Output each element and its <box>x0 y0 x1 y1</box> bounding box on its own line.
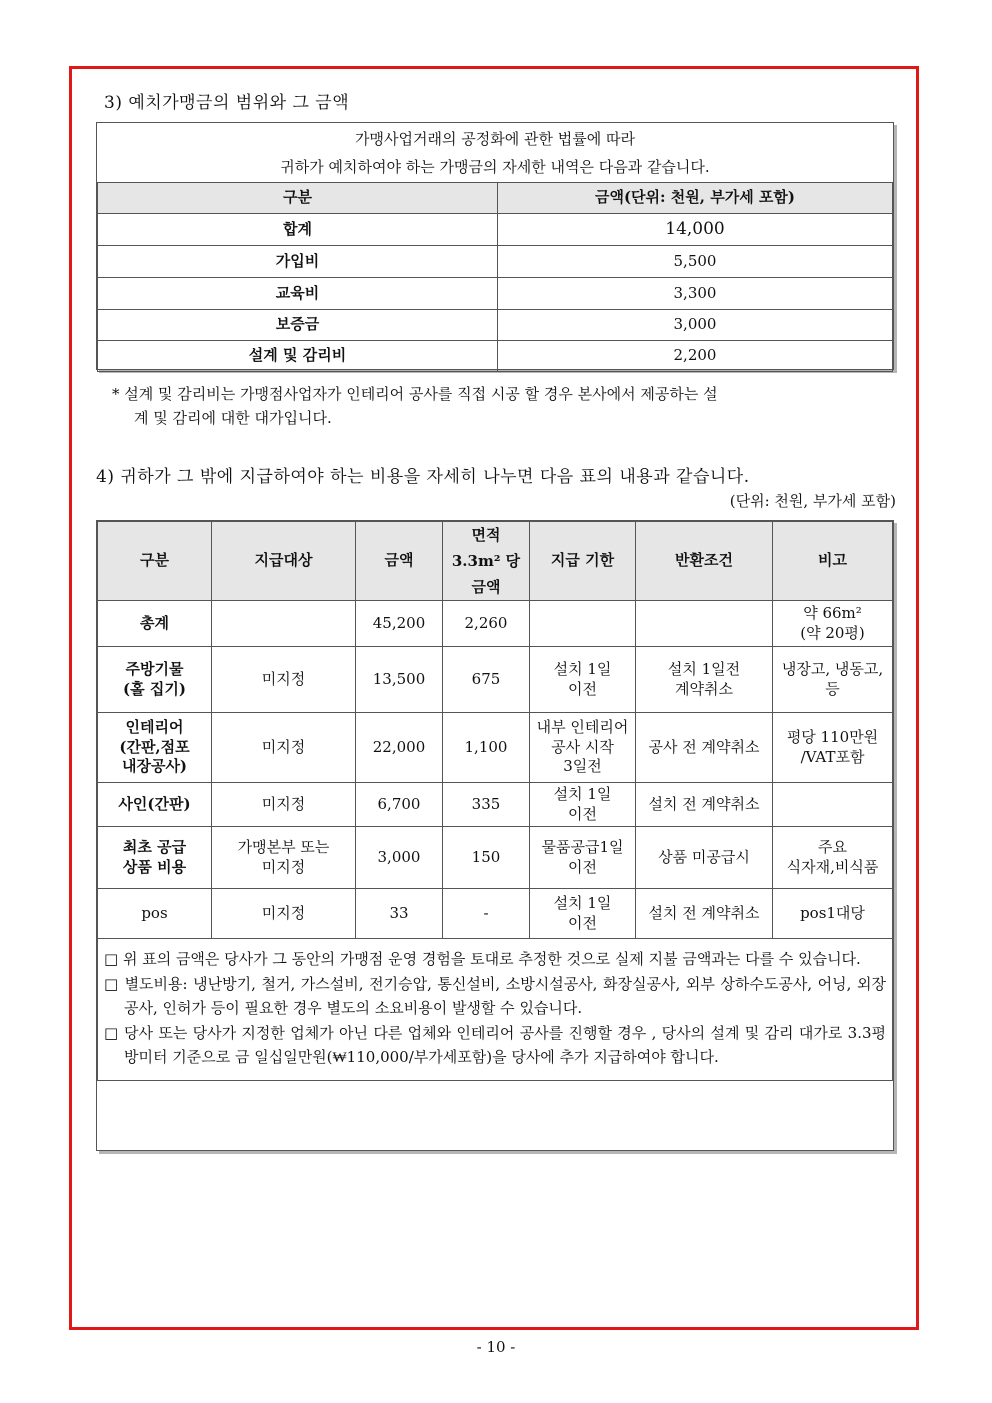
deposit-footnote-line1: * 설계 및 감리비는 가맹점사업자가 인테리어 공사를 직접 시공 할 경우 본사에서 제공하는 설 <box>112 385 718 403</box>
deposit-row-label: 교육비 <box>98 278 498 310</box>
row-per-area: 335 <box>443 783 530 827</box>
row-deadline <box>530 889 636 939</box>
row-remarks <box>773 827 893 889</box>
notes-cell <box>98 939 893 1081</box>
section-4-unit: (단위: 천원, 부가세 포함) <box>729 492 896 510</box>
row-deadline <box>530 647 636 713</box>
row-category <box>98 827 212 889</box>
row-refund-line2: 계약취소 <box>675 679 733 698</box>
table-row <box>98 647 893 713</box>
row-category: 총계 <box>98 601 212 647</box>
row-amount: 33 <box>356 889 443 939</box>
deposit-intro-line2: 귀하가 예치하여야 하는 가맹금의 자세한 내역은 다음과 같습니다. <box>280 158 710 176</box>
row-payee <box>212 601 356 647</box>
deposit-intro-line1: 가맹사업거래의 공정화에 관한 법률에 따라 <box>355 130 635 148</box>
row-payee <box>212 827 356 889</box>
row-category-line3: 내장공사) <box>121 757 188 776</box>
row-deadline-line2: 이전 <box>568 679 597 698</box>
deposit-table <box>97 182 893 372</box>
row-deadline-line2: 이전 <box>568 913 597 932</box>
table-row <box>98 889 893 939</box>
table-row <box>98 246 893 278</box>
row-category-line1: 주방기물 <box>125 660 184 678</box>
row-payee-line2: 미지정 <box>261 857 306 876</box>
row-deadline <box>530 601 636 647</box>
row-remarks-line1: 약 66m² <box>803 604 862 622</box>
row-category-line2: (간판,점포 <box>119 737 190 756</box>
row-payee: 미지정 <box>212 647 356 713</box>
col-per-area-line1: 면적 <box>471 526 501 544</box>
deposit-footnote <box>112 382 896 430</box>
row-category-line1: 인테리어 <box>125 718 184 737</box>
row-remarks-line2: 등 <box>825 679 840 698</box>
deposit-col-amount: 금액(단위: 천원, 부가세 포함) <box>498 183 893 214</box>
notes-row <box>98 939 893 1081</box>
deposit-row-label: 합계 <box>98 214 498 246</box>
row-remarks-line2: (약 20평) <box>800 623 865 642</box>
row-deadline <box>530 827 636 889</box>
row-remarks <box>773 783 893 827</box>
row-amount: 6,700 <box>356 783 443 827</box>
other-costs-header <box>98 522 893 601</box>
notes-list <box>98 939 892 1080</box>
row-deadline <box>530 783 636 827</box>
deposit-footnote-line2: 계 및 감리에 대한 대가입니다. <box>134 409 332 427</box>
row-deadline-line1: 설치 1일 <box>553 894 612 912</box>
row-deadline-line1: 내부 인테리어 <box>536 718 629 737</box>
row-category-line2: 상품 비용 <box>122 857 187 876</box>
row-refund <box>636 601 773 647</box>
list-item: □ 당사 또는 당사가 지정한 업체가 아닌 다른 업체와 인테리어 공사를 진행할 경우 , 당사의 설계 및 감리 대가로 3.3평방미터 기준으로 금 일십일만원(₩110,000/부가세포함)을 당사에 추가 지급하여야 합니다. <box>104 1023 886 1066</box>
row-per-area: 1,100 <box>443 713 530 783</box>
row-per-area: 150 <box>443 827 530 889</box>
section-4-heading: 4) 귀하가 그 밖에 지급하여야 하는 비용을 자세히 나누면 다음 표의 내용과 같습니다. <box>96 467 750 487</box>
deposit-row-label: 설계 및 감리비 <box>98 341 498 372</box>
row-refund <box>636 647 773 713</box>
row-deadline <box>530 713 636 783</box>
col-amount: 금액 <box>356 522 443 601</box>
deposit-row-label: 가입비 <box>98 246 498 278</box>
page-number: - 10 - <box>476 1338 516 1356</box>
deposit-row-value: 3,300 <box>498 278 893 310</box>
row-remarks-line2: 식자재,비식품 <box>786 857 879 876</box>
row-deadline-line1: 물품공급1일 <box>541 838 624 856</box>
row-remarks <box>773 713 893 783</box>
table-row <box>98 214 893 246</box>
table-row <box>98 827 893 889</box>
section-3-heading: 3) 예치가맹금의 범위와 그 금액 <box>104 93 350 113</box>
table-row <box>98 713 893 783</box>
row-payee: 미지정 <box>212 713 356 783</box>
deposit-row-value: 2,200 <box>498 341 893 372</box>
row-refund: 공사 전 계약취소 <box>636 713 773 783</box>
row-deadline-line2: 이전 <box>568 857 597 876</box>
row-refund-line1: 설치 1일전 <box>667 660 741 678</box>
row-category: 사인(간판) <box>98 783 212 827</box>
row-payee: 미지정 <box>212 783 356 827</box>
row-category <box>98 647 212 713</box>
col-per-area <box>443 522 530 601</box>
row-deadline-line2: 공사 시작 <box>551 737 614 756</box>
deposit-row-value: 14,000 <box>498 214 893 246</box>
deposit-col-category: 구분 <box>98 183 498 214</box>
col-per-area-line2: 3.3m² 당 <box>451 552 521 570</box>
row-category-line2: (홀 집기) <box>123 679 186 698</box>
other-costs-box <box>96 520 894 1151</box>
row-deadline-line3: 3일전 <box>563 757 602 776</box>
deposit-table-box <box>96 122 894 370</box>
col-remarks: 비고 <box>773 522 893 601</box>
row-deadline-line2: 이전 <box>568 804 597 823</box>
row-per-area: 2,260 <box>443 601 530 647</box>
col-refund: 반환조건 <box>636 522 773 601</box>
row-payee-line1: 가맹본부 또는 <box>237 838 330 856</box>
row-remarks-line2: /VAT포함 <box>800 747 865 766</box>
row-amount: 3,000 <box>356 827 443 889</box>
deposit-row-label: 보증금 <box>98 310 498 341</box>
table-row <box>98 601 893 647</box>
deposit-intro <box>97 123 893 182</box>
deposit-row-value: 3,000 <box>498 310 893 341</box>
row-deadline-line1: 설치 1일 <box>553 785 612 803</box>
table-row <box>98 310 893 341</box>
row-deadline-line1: 설치 1일 <box>553 660 612 678</box>
col-category: 구분 <box>98 522 212 601</box>
table-row <box>98 783 893 827</box>
table-row <box>98 341 893 372</box>
col-deadline: 지급 기한 <box>530 522 636 601</box>
row-refund: 설치 전 계약취소 <box>636 783 773 827</box>
row-category: pos <box>98 889 212 939</box>
row-remarks: pos1대당 <box>773 889 893 939</box>
row-payee: 미지정 <box>212 889 356 939</box>
row-category <box>98 713 212 783</box>
row-per-area: - <box>443 889 530 939</box>
row-refund: 설치 전 계약취소 <box>636 889 773 939</box>
deposit-row-value: 5,500 <box>498 246 893 278</box>
row-amount: 45,200 <box>356 601 443 647</box>
row-remarks-line1: 평당 110만원 <box>786 728 879 746</box>
row-remarks-line1: 주요 <box>818 838 847 856</box>
row-amount: 13,500 <box>356 647 443 713</box>
table-row <box>98 278 893 310</box>
row-category-line1: 최초 공급 <box>122 838 187 856</box>
row-remarks-line1: 냉장고, 냉동고, <box>781 660 884 678</box>
col-per-area-line3: 금액 <box>471 578 501 596</box>
row-remarks <box>773 601 893 647</box>
row-amount: 22,000 <box>356 713 443 783</box>
list-item: □ 위 표의 금액은 당사가 그 동안의 가맹점 운영 경험을 토대로 추정한 것으로 실제 지불 금액과는 다를 수 있습니다. <box>104 950 861 968</box>
col-payee: 지급대상 <box>212 522 356 601</box>
deposit-table-header <box>98 183 893 214</box>
other-costs-table <box>97 521 893 1081</box>
row-per-area: 675 <box>443 647 530 713</box>
list-item: □ 별도비용: 냉난방기, 철거, 가스설비, 전기승압, 통신설비, 소방시설공사, 화장실공사, 외부 상하수도공사, 어닝, 외장공사, 인허가 등이 필요한 경우 별도의 소요비용이 발생할 수 있습니다. <box>104 974 886 1017</box>
row-refund: 상품 미공급시 <box>636 827 773 889</box>
row-remarks <box>773 647 893 713</box>
